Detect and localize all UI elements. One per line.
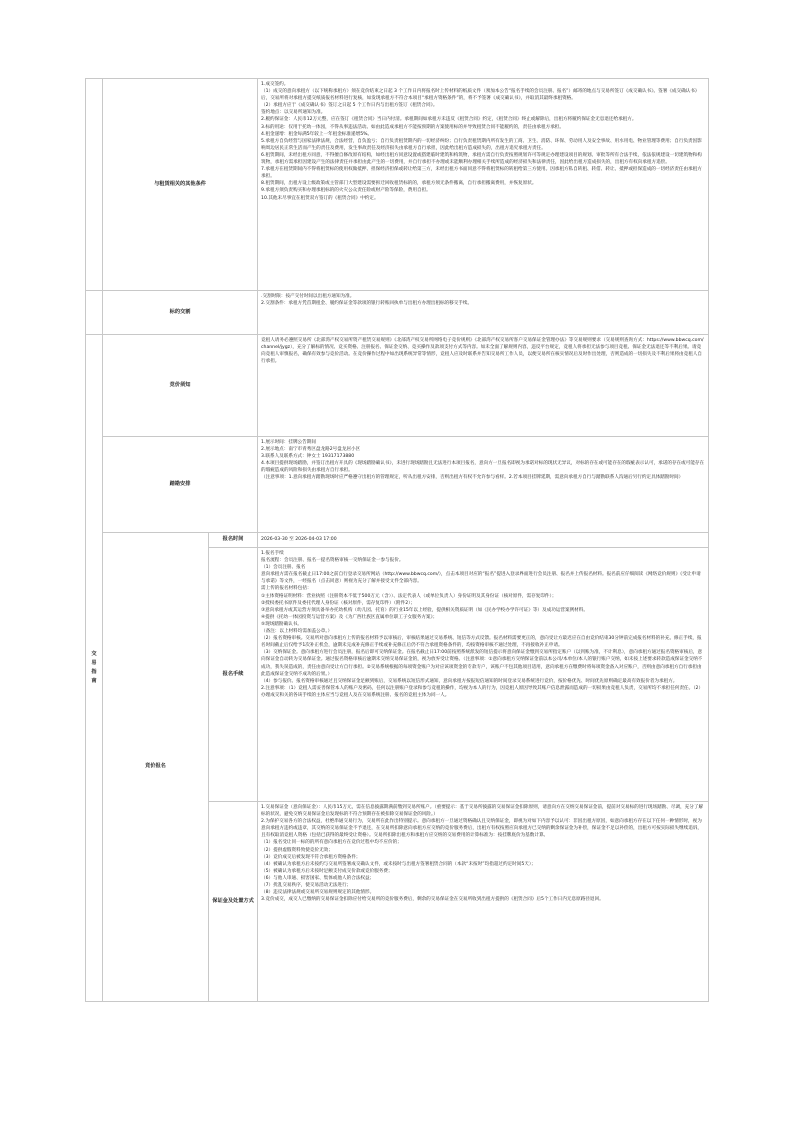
deposit-label: 保证金及处置方式 [209, 802, 258, 1002]
text-line: 需上传的报名材料包括： [261, 586, 312, 592]
text-line: （2）承租方应于《成交确认书》签订之日起 5 个工作日内与出租方签订《租赁合同》。 [261, 103, 438, 109]
text-line: 8.租赁期间，出租方设上级政策或主管部门大型建设需要拆迁回收租赁标的的，承租方须无条件搬离，自行承担搬离费用，并恢复原状。 [261, 181, 537, 187]
text-line: （1）报名受让同一标的的所有意向承租方在竞价过程中均不应价的； [261, 840, 402, 846]
text-line: （2）提供虚假资料致使竞价无效； [261, 847, 333, 853]
text-line: 2.注意事项：（1）竞租人需妥善保管本人的账户及密码，任何以注册账户登录和参与竞租的操作，均视为本人的行为，因竞租人原因导致其账户信息泄露而造成的一切损果由竞租人负责，交易所均不承担任何责任。（2）办理成交和关的各该手续的主体应当与竞租人及在交易系统注册、报名的竞租主体为同一人。 [261, 685, 704, 698]
row-delivery [86, 291, 709, 335]
text-line: （6）与他人串通、损害国家、集体或他人的合法权益； [261, 875, 375, 881]
text-line: 1.报名手续 [261, 551, 284, 556]
section-char: 指 [91, 669, 97, 675]
listing-terms-table [85, 78, 709, 1002]
text-line: 2.为保护交易各方的合法权益，杜绝串通交易行为，交易所在此作出特别提示。意向承租方一旦通过资格确认且交纳保证金，即视为对如下内容予以认可：非因出租方原因，如意向承租方存在以下任何一种情形时，视为意向承租方违约或违章，其交纳的交易保证金不予退还，在交易所扣除意向承租方应交纳的竞价服务费后，出租方有权按照应向承租方已交纳的剩余保证金为补偿，保证金不足以补偿的，出租方可按实际损失继续追诉，且有权取消竞租人资格（包括已获得的最终受让资格）。交易所扣除出租方和承租方应交纳的交易费用的计算标准为：按挂牌底价为基数计算。 [261, 819, 703, 839]
registration-procedure-label: 报名手续 [209, 548, 258, 802]
section-char: 南 [91, 678, 97, 684]
text-line: ③意向承租方或其运营方须具备举办托幼机构（幼儿园、托育）的行业15年以上经验，提供相关资质证明（如《民办学校办学许可证》等）及成功运营案例材料。 [261, 607, 588, 613]
row-bid-notice [86, 335, 709, 437]
registration-procedure-content [258, 548, 709, 802]
text-line: 3.标的用途：仅用于托幼一体园，不得从事违法活动。如由此造成承租方不能按预期的方案使用标的并导致租赁合同不能履约的，责任由承租方承担。 [261, 124, 564, 130]
text-line: ⑤现场踏勘确认书。 [261, 621, 302, 627]
text-line: （8）违反法律法规或交易所交易规则规定的其他情形。 [261, 890, 375, 896]
text-line: 7.承租方在租赁期间内不得将租赁标的使用权做抵押、担保经济担保或转让给第三方，未经出租方书面同意不得将租赁标的转租给第三方使用。因承租方私自转租、转借、转让、抵押或担保造成的一切经济责任由承租方承担。 [261, 167, 702, 180]
text-line: ②授权委托书原件及委托代理人身份证（核对原件，需存复印件）（附件2）； [261, 600, 416, 606]
text-line: 4.租金递增：租金每满5年较上一年租金标准递增5%。 [261, 131, 373, 137]
text-line: 10.其他未尽事宜在租赁双方签订的《租赁合同》中约定。 [261, 195, 379, 201]
row-registration-time [86, 533, 709, 548]
text-line: ①主体资格证明材料：营业执照（注册资本不低于500万元（含））、法定代表人（或单位负责人）身份证明及其身份证（核对原件，需存复印件）； [261, 593, 557, 599]
text-line: （1）成交的意向承租方（以下统称承租方）须在竞价结束之日起 3 个工作日内将报名时上传材料的纸质文件（须加本公告“报名手续的会员注册、报名”）邮寄的地点与交易所签订《成交确认书》。签署《成交确认书》后，交易所将对承租方提交纸质报名材料进行复核，如发现承租方不符合本项目“承租方资格条件”的，将不予签署《成交确认书》，并取消其最终承租资格。 [261, 89, 700, 102]
bid-notice-content [258, 335, 709, 437]
section-char: 交 [91, 651, 97, 657]
text-line: （注意事项：1.意向承租方踏勘现场时应严格遵守出租方的管理规定，听从出租方安排，否则出租方有权不允许参与看样。2.若本项目挂牌延期，需意向承租方自行与踏勘联系人沟通后另行约定具体踏勘时间） [261, 475, 684, 481]
text-line: （4）被确认为承租方后未按约与交易所签署成交确认文件，或未按时与出租方签署租赁合同的（本款“未按时”均指超过约定时间5天）； [261, 861, 536, 867]
delivery-content [258, 291, 709, 335]
viewing-label: 踏勘安排 [103, 437, 258, 533]
text-line: （1）会员注册、报名 [261, 565, 306, 571]
text-line: 意向承租方需在报名截止日17:00之前自行登录交易所网站（http://www.bbwcq.com/），点击本项目对应的“报名”提进入登录界面进行会员注册、报名并上传报名材料。报名前应仔细阅读《网络竞价规则》《受让申请与承诺》等文件，一经报名（点击同意）则视为充分了解并接受文件全部内容。 [261, 572, 701, 585]
document-page [85, 78, 708, 1002]
registration-time-label: 报名时间 [209, 533, 258, 548]
text-line: 5.承租方自负经营与国家法律法规，合法经营，自负盈亏；自行负责租赁期内的一切经济纠纷；自行负责租赁期内所有发生的工商、卫生、消防、环保、劳动用人及安全事故、用水用电、物业管理等费用；自行负责因影响周边居民正常生活而产生的责任及费用，发生事故责任及经济损失由承租方自行承担，因此给出租方造成损失的，出租方追究承租方责任。 [261, 138, 702, 151]
lease-other-conditions-label: 与租赁相关的其他条件 [103, 79, 258, 291]
text-line: （7）扰乱交易秩序，使交易活动无法进行； [261, 883, 352, 889]
text-line: 1.展示时间：挂牌公告期间 [261, 440, 316, 445]
text-line: 2.交割条件：承租方凭首期租金、履约保证金等款项的银行转账回执单与出租方办理出租标的移交手续。 [261, 301, 473, 307]
text-line: 竞租人请务必遵照交易所《北部湾产权交易所资产租赁交易规则》《北部湾产权交易所网络电子竞价规则》《北部湾产权交易所客户交易保证金管理办法》等交易规则要求（交易规则查询方式：https://www.bbwcq.com/channel/jygz），充分了解标的情况、竞买资格、注册报名、保证金交纳、竞买操作及款项支付方式等内容。如未全面了解规则内容，违反平台规定，竞租人将承担无法参与项目竞租、保证金无法退还等不利后果。请竞向竞租人审慎报名，确保有效参与竞价活动。在竞价操作过程中如出现系统异常等情形，竞租人应及时联系并告知交易所工作人员，以便交易所在核实情况后及时作出处理，否则造成的一切损失及不利后果将由竞租人自行承担。 [261, 338, 704, 365]
text-line: （备注：以上材料均需加盖公章。） [261, 629, 333, 635]
text-line: .交割时限：按产交付时间以出租方通知为准。 [261, 294, 355, 299]
text-line: 签约地点：以交易所通知为准。 [261, 110, 326, 116]
text-line: （3）竞价成交后被发现不符合承租方资格条件； [261, 854, 361, 860]
text-line: 1.交易保证金（意向保证金）：人民币15万元，需在信息披露期满前缴到交易所账户。（重要提示：基于交易所披露的交易保证金扣除原则，请意向方在交纳交易保证金前，提前对交易标的进行现场踏勘、尽调，充分了解标的状况，避免交纳交易保证金后发现标的不符合预期存在被扣除交易保证金的风险。） [261, 805, 704, 818]
row-viewing [86, 437, 709, 533]
viewing-content [258, 437, 709, 533]
text-line: （3）交纳保证金。意向承租方进行会员注册，报名后即可交纳保证金。在报名截止日17:00前按照系统派发的短信提示将意向保证金缴到交易所指定账户（以到账为准，不计利息），意向承租方通过报名资格审核后，意向保证金自动转为交易保证金。通过报名资格审核后逾期未交纳交易保证金的，视为放弃受让资格。（注意事项：①意向承租方交纳保证金前以本公司/本单位/本人的银行账户交纳，如未按上述要求转款造成保证金交纳不成功，我失误造成的，责任由意向受让方自行承担。②交易系统根据的每项资金账户为对应该项资金的专款专户，该账户不包其他项目适用，意向承租方在缴费时将每项资金备入对应账户，否则由意向承租方自行承担由此造成保证金交纳不成功的后果。） [261, 650, 703, 677]
text-line: 报名流程：会员注册、报名一提名资格审核一交纳保证金一参与报价。 [261, 558, 404, 564]
text-line: （5）被确认为承租方后未按时足额支付成交价款或竞价服务费； [261, 868, 393, 874]
lease-other-conditions-content [258, 79, 709, 291]
deposit-content [258, 802, 709, 1002]
row-lease-other-conditions [86, 79, 709, 291]
text-line: 9.承租方须负责购买和办理承租标的的火灾公众责任险或财产险等保险，费用自担。 [261, 188, 431, 194]
bid-notice-label: 竞价须知 [103, 335, 258, 437]
text-line: 3.联系人及联系方式：钟女士 19317173880 [261, 454, 355, 460]
text-line: ④提供《托幼一体园投资与运营方案》及《为广西壮族区直属单位职工子女服务方案》； [261, 614, 438, 620]
text-line: （4）参与报价。报名资格审核通过且交纳保证金足额到账后，交易系统以短信形式通知，意向承租方按报短信通知的时间登录交易系统进行竞价，按价格优先、时间优先原则确定最高有效报价者为承租方。 [261, 678, 678, 684]
registration-label: 竞价报名 [103, 533, 209, 1002]
section-blank [86, 291, 103, 335]
text-line: 1.成交签约。 [261, 82, 289, 87]
section-blank [86, 79, 103, 291]
text-line: 6.租赁期间，未经出租方同意，不得擅自修改原有结构，如经出租方同意设置或搭建临时建筑和构筑物，承租方需自行负责按照规划许可等规定办理建设项目的规划、审批等所有合法手续，依法依规建设一切建筑物和构筑物，承租方需承担因建设产生的法律责任并承担由此产生的一切费用，并自行承担不办理或未能顺利办理相关手续所造成的经济损失和法律责任，因此给出租方造成损失的，出租方有权向承租方追偿。 [261, 152, 702, 166]
text-line: （2）报名资格审核。交易所对意向承租方上传的报名材料予以审核后，审核结果通过交易系统、短信等方式反馈。报名材料需要更正的，意向受让方最迟应在自由竞价结束30分钟前完成报名材料的补充、修正手续，报名时间截止后仅给予1次补正机会，逾期未完成补充修正手续或补充修正后仍不符合承租资格条件的，均按资格审核不通过处理，不再接收补正申请。 [261, 636, 702, 649]
registration-time-value: 2026-03-30 至 2026-04-03 17:00 [258, 533, 709, 548]
text-line: 4.本项目提供现场踏勘，并签订出租方开具的《现场踏勘确认书》，未进行现场踏勘且无法进行本项目报名，意向方一旦报名即视为承诺对标的现状无异议，对标的存在或可能存在的瑕疵表示认可，承诺的存在或可能存在的瑕疵造成的风险和损失由承租方自行承担。 [261, 461, 705, 474]
section-char: 易 [91, 660, 97, 666]
delivery-label: 标的交割 [103, 291, 258, 335]
trading-guide-section [86, 335, 103, 1002]
text-line: 2.履约保证金：人民币12万元整，应在签订《租赁合同》当日内付清。承租期间如承租方未违反《租赁合同》约定，《租赁合同》终止或解除后，出租方将履约保证金无息退还给承租方。 [261, 117, 637, 123]
text-line: 2.展示地点：南宁市青秀区盘龙路2号盘龙居小区 [261, 447, 361, 453]
trading-guide-section-label [86, 650, 102, 686]
text-line: 3.竞价成交，成交人已缴纳的交易保证金扣除应付给交易所的竞价服务费后，剩余的交易保证金在交易所收到出租方提供的《租赁合同》后5个工作日内无息原路径退回。 [261, 897, 604, 903]
